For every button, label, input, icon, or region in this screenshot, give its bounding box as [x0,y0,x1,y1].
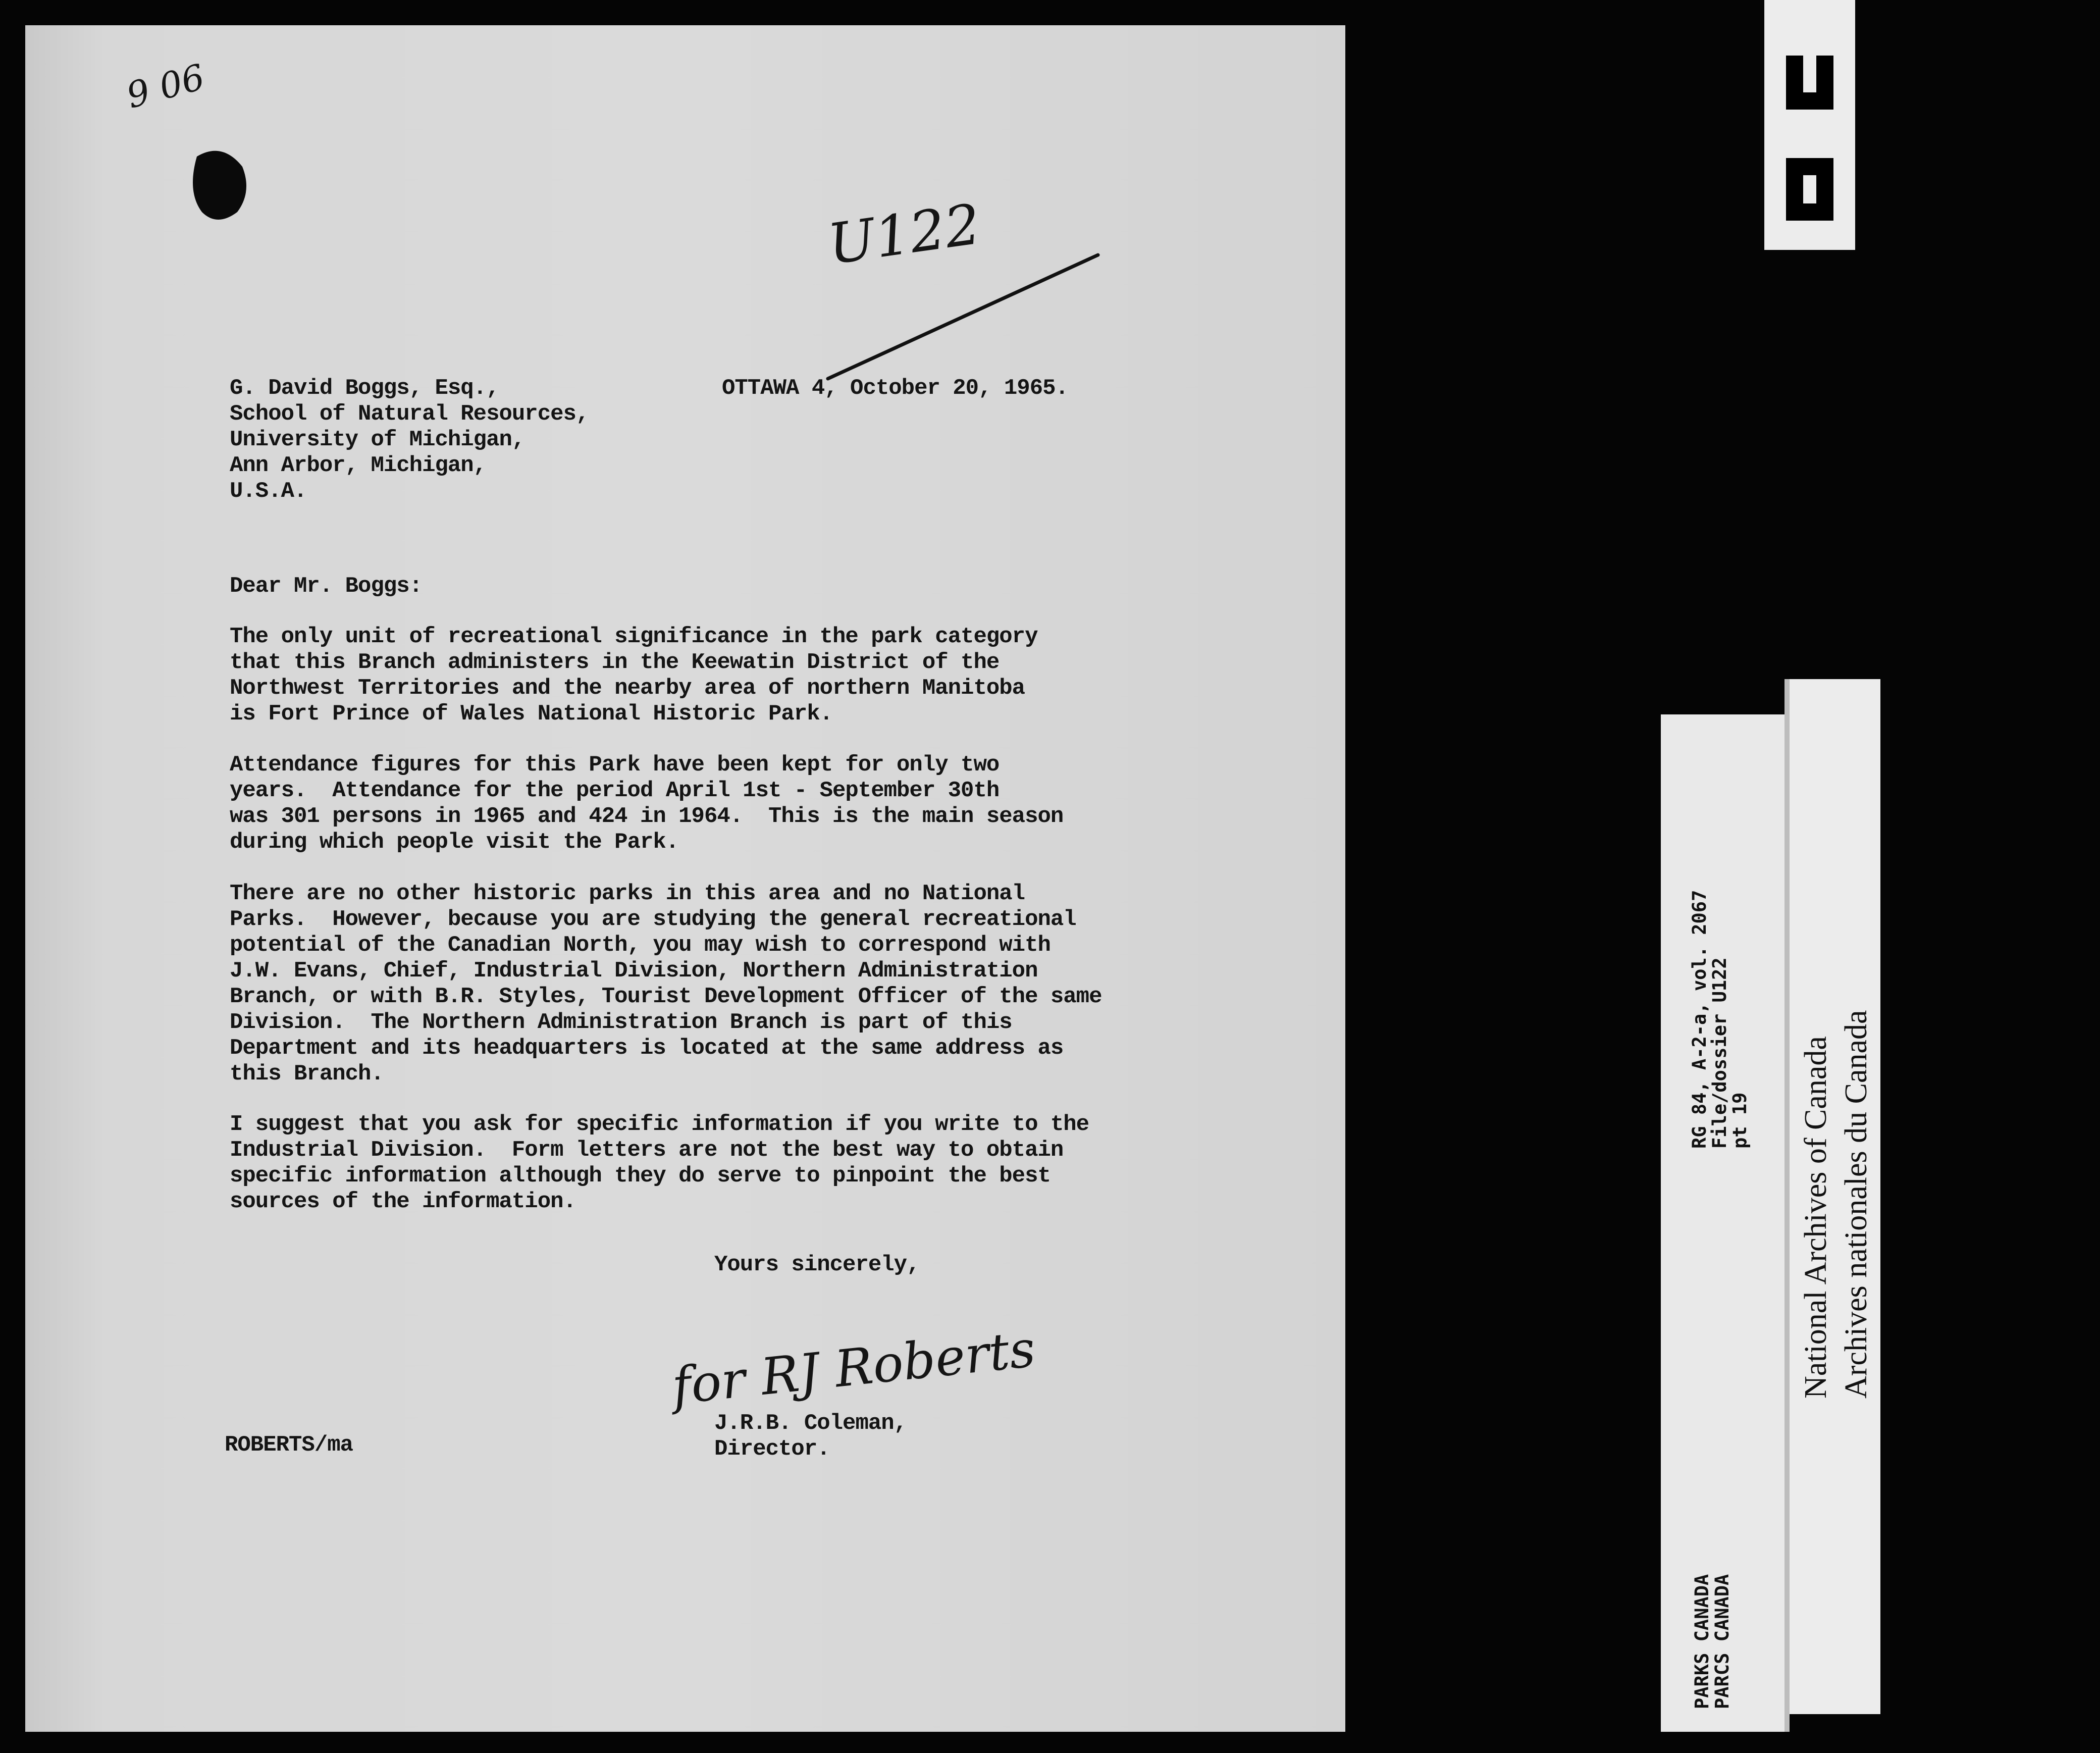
reference-initials: ROBERTS/ma [225,1432,353,1458]
reference-line: pt 19 [1729,1092,1751,1149]
salutation: Dear Mr. Boggs: [230,574,423,599]
recipient-line: U.S.A. [230,479,307,504]
film-edge-marker [1764,0,1855,250]
signature: for RJ Roberts [669,1319,1038,1416]
body-paragraph: I suggest that you ask for specific information if you write to the Industrial Division. Form letters are not the best way to obtain specific information although they do serve to pinpoint the best sources of the information. [230,1112,1089,1214]
recipient-line: Ann Arbor, Michigan, [230,453,487,478]
closing: Yours sincerely, [714,1252,920,1277]
archive-reference-label [1661,714,1784,1732]
reference-line: RG 84, A-2-a, vol. 2067 [1689,890,1710,1149]
file-number-stroke [823,227,1126,389]
signer-title: Director. [714,1436,830,1462]
reference-line: File/dossier U122 [1709,957,1730,1149]
signer-name: J.R.B. Coleman, [714,1411,907,1436]
body-paragraph: The only unit of recreational significance in the park category that this Branch administers in the Keewatin District of the Northwest Territories and the nearby area of northern Manitoba is Fort Prince of Wales National Historic Park. [230,624,1038,727]
recipient-line: University of Michigan, [230,427,525,452]
letter-page [25,25,1345,1732]
national-archives-label [1790,679,1880,1714]
file-number-handwritten: U122 [824,191,985,277]
place-date: OTTAWA 4, October 20, 1965. [722,376,1068,401]
body-paragraph: Attendance figures for this Park have been kept for only two years. Attendance for the period April 1st - September 30th was 301 persons in 1965 and 424 in 1964. This is the main season during which people visit the Park. [230,752,1064,855]
corner-handwritten-mark: 9 06 [122,56,209,117]
agency-line: PARCS CANADA [1711,1574,1733,1709]
frame-index-marks [1764,0,1855,250]
label-divider [1784,679,1790,1732]
agency-line: PARKS CANADA [1691,1574,1713,1709]
recipient-line: G. David Boggs, Esq., [230,376,499,401]
recipient-line: School of Natural Resources, [230,401,589,427]
archives-line: Archives nationales du Canada [1839,1010,1873,1399]
punch-hole-mark [177,136,268,232]
archives-line: National Archives of Canada [1799,1036,1833,1399]
body-paragraph: There are no other historic parks in this area and no National Parks. However, because you are studying the general recreational potential of the Canadian North, you may wish to correspond with J.W. Evans, Chief, Industrial Division, Northern Administration Branch, or with B.R. Styles, Tourist Development Officer of the same Division. The Northern Administration Branch is part of this Department and its headquarters is located at the same address as this Branch. [230,881,1102,1087]
